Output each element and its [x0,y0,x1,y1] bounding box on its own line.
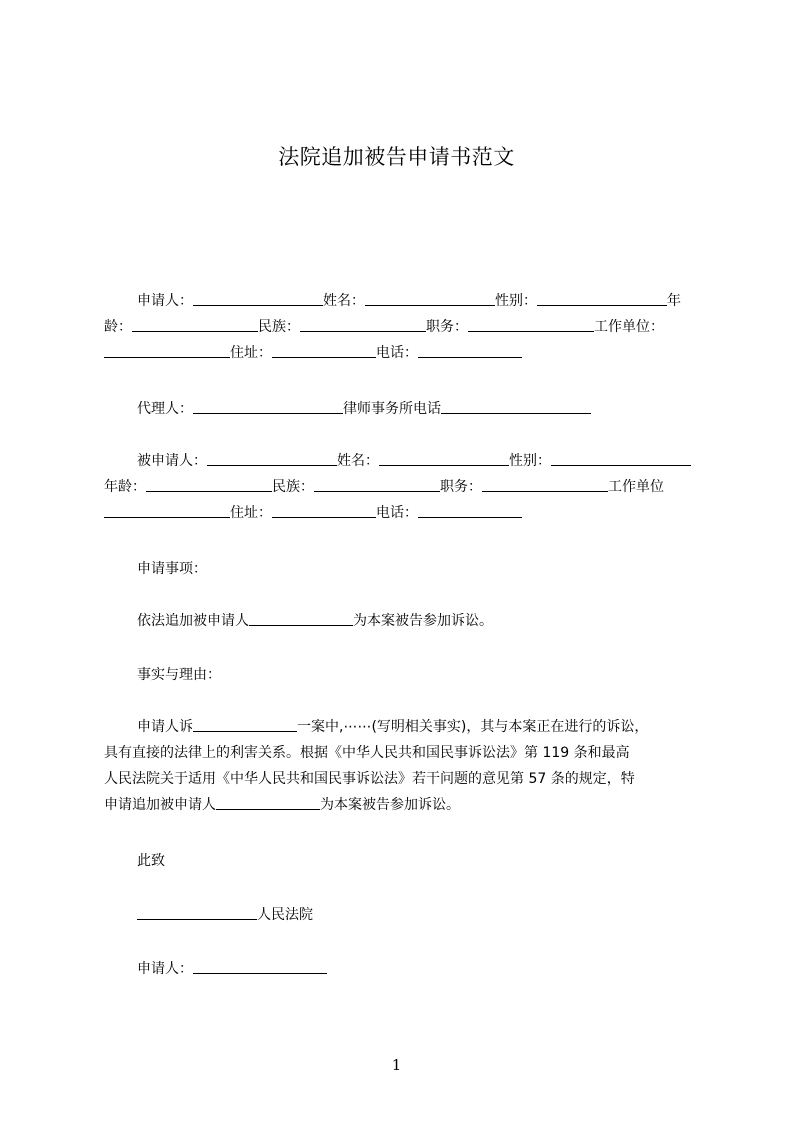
agent-firm-phone-blank[interactable] [441,398,591,414]
applicant-position-blank[interactable] [468,316,594,332]
agent-line [104,396,700,422]
respondent-position-blank[interactable] [482,476,608,492]
applicant-address-label: 住址： [230,345,272,361]
respondent-name-blank[interactable] [379,450,509,466]
respondent-blank[interactable] [207,450,337,466]
applicant-work-unit-label: 工作单位： [594,319,664,335]
applicant-gender-blank[interactable] [537,290,667,306]
court-name-blank[interactable] [137,904,257,920]
respondent-line-2 [104,474,700,500]
applicant-line-2 [104,314,700,340]
respondent-phone-blank[interactable] [418,502,522,518]
applicant-line-1 [104,288,700,314]
signature-section [104,956,700,982]
applicant-ethnicity-blank[interactable] [300,316,426,332]
facts-line-1-b: 一案中,⋯⋯(写明相关事实)，其与本案正在进行的诉讼， [297,719,649,735]
applicant-phone-label: 电话： [376,345,418,361]
page-number: 1 [391,1056,402,1074]
respondent-age-blank[interactable] [146,476,272,492]
facts-line-3: 人民法院关于适用《中华人民共和国民事诉讼法》若干问题的意见第 57 条的规定，特 [104,771,635,787]
applicant-age-label-part1: 年 [667,293,681,309]
respondent-gender-blank[interactable] [551,450,691,466]
respondent-line-1 [104,448,700,474]
facts-line-4-b: 为本案被告参加诉讼。 [320,797,460,813]
agent-firm-phone-label: 律师事务所电话 [343,401,441,417]
applicant-ethnicity-label: 民族： [258,319,300,335]
agent-section [104,396,700,422]
applicant-address-blank[interactable] [272,342,376,358]
matters-text-before: 依法追加被申请人 [137,613,249,629]
matters-heading: 申请事项： [137,561,207,577]
respondent-address-label: 住址： [230,505,272,521]
applicant-gender-label: 性别： [495,293,537,309]
respondent-age-label: 年龄： [104,479,146,495]
matters-heading-section [104,556,700,582]
applicant-name-blank[interactable] [365,290,495,306]
document-title: 法院追加被告申请书范文 [278,145,515,169]
agent-blank[interactable] [193,398,343,414]
respondent-gender-label: 性别： [509,453,551,469]
facts-line-1-a: 申请人诉 [137,719,193,735]
applicant-age-label-part2: 龄： [104,319,132,335]
facts-heading-section [104,662,700,688]
matters-respondent-blank[interactable] [249,610,353,626]
court-label: 人民法院 [257,907,313,923]
applicant-name-label: 姓名： [323,293,365,309]
facts-line-2: 具有直接的法律上的利害关系。根据《中华人民共和国民事诉讼法》第 119 条和最高 [104,745,630,761]
facts-heading: 事实与理由： [137,667,221,683]
respondent-ethnicity-blank[interactable] [314,476,440,492]
salute-section [104,848,700,874]
facts-respondent-blank[interactable] [216,794,320,810]
respondent-ethnicity-label: 民族： [272,479,314,495]
respondent-work-unit-blank[interactable] [104,502,230,518]
respondent-phone-label: 电话： [376,505,418,521]
matters-text-after: 为本案被告参加诉讼。 [353,613,493,629]
respondent-name-label: 姓名： [337,453,379,469]
respondent-address-blank[interactable] [272,502,376,518]
applicant-label: 申请人： [137,293,193,309]
applicant-phone-blank[interactable] [418,342,522,358]
respondent-work-unit-label: 工作单位 [608,479,664,495]
respondent-line-3 [104,500,700,526]
applicant-section [104,288,700,366]
respondent-label: 被申请人： [137,453,207,469]
applicant-work-unit-blank[interactable] [104,342,230,358]
facts-body [104,714,700,818]
signature-label: 申请人： [137,961,193,977]
applicant-age-blank[interactable] [132,316,258,332]
applicant-blank[interactable] [193,290,323,306]
court-section [104,902,700,928]
salute-text: 此致 [137,853,165,869]
matters-text-section [104,608,700,634]
respondent-section [104,448,700,526]
agent-label: 代理人： [137,401,193,417]
facts-line-4-a: 申请追加被申请人 [104,797,216,813]
respondent-position-label: 职务： [440,479,482,495]
applicant-line-3 [104,340,700,366]
facts-line-4 [104,792,700,818]
applicant-position-label: 职务： [426,319,468,335]
facts-case-blank[interactable] [193,716,297,732]
signature-blank[interactable] [193,958,327,974]
facts-line-1 [104,714,700,740]
